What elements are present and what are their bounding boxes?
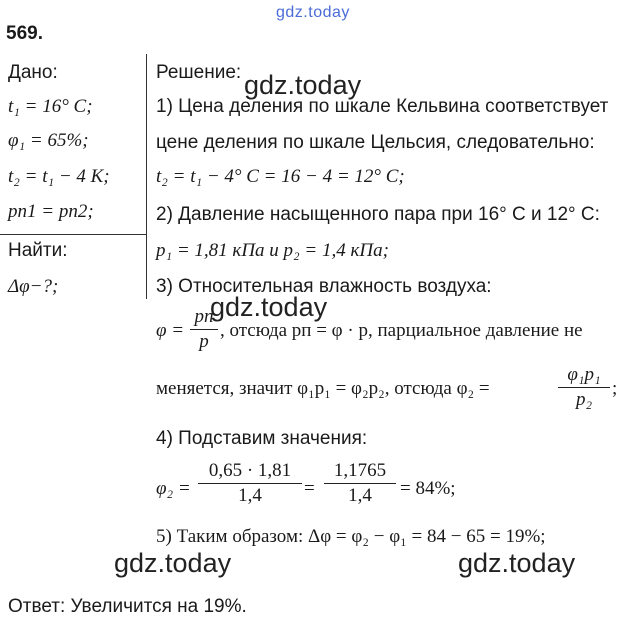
find-label: Найти:: [8, 240, 68, 261]
step-3-phi2-fraction: [558, 364, 610, 411]
step-3-rest: , отсюда pп = φ · p, парциальное давление не: [220, 320, 583, 341]
find-value: Δφ−?;: [8, 276, 59, 297]
step-4-phi: φ₂ =: [156, 478, 191, 499]
step-1-line-b: цене деления по шкале Цельсия, следовательно:: [156, 132, 595, 153]
step-2-text: 2) Давление насыщенного пара при 16° C и 12° C:: [156, 204, 600, 225]
step-4-fraction-1: [198, 460, 302, 507]
step-3-line-2: меняется, значит φ₁p₁ = φ₂p₂, отсюда φ₂ =: [156, 378, 490, 399]
header-watermark: gdz.today: [276, 4, 350, 21]
problem-number: 569.: [6, 23, 43, 44]
step-4-fraction-2-denominator: 1,4: [348, 485, 372, 506]
solution-label: Решение:: [156, 62, 242, 83]
step-3-end: ;: [612, 378, 618, 399]
given-label: Дано:: [8, 62, 58, 83]
step-3-fraction: [190, 306, 218, 353]
step-5-text: 5) Таким образом: Δφ = φ₂ − φ₁ = 84 − 65 = 19%;: [156, 526, 546, 547]
step-4-text: 4) Подставим значения:: [156, 428, 368, 449]
step-1-formula: t₂ = t₁ − 4° C = 16 − 4 = 12° C;: [156, 166, 405, 187]
vertical-divider: [146, 54, 147, 299]
given-line-2: φ₁ = 65%;: [8, 130, 89, 151]
step-3-phi2-numerator: φ₁p₁: [567, 364, 601, 385]
step-4-fraction-1-numerator: 0,65 · 1,81: [208, 460, 292, 481]
step-3-phi2-denominator: p₂: [575, 389, 593, 410]
step-4-fraction-1-denominator: 1,4: [238, 485, 262, 506]
step-4-fraction-2: [324, 460, 396, 507]
given-find-divider: [0, 234, 146, 235]
step-4-equals: =: [304, 478, 315, 499]
step-4-result: = 84%;: [400, 478, 456, 499]
step-4-fraction-2-numerator: 1,1765: [333, 460, 387, 481]
answer-text: Ответ: Увеличится на 19%.: [8, 596, 247, 617]
given-line-1: t₁ = 16° C;: [8, 96, 93, 117]
watermark-2: gdz.today: [210, 292, 328, 322]
step-3-text: 3) Относительная влажность воздуха:: [156, 276, 492, 297]
step-3-phi: φ =: [156, 320, 185, 341]
watermark-1: gdz.today: [244, 70, 362, 100]
given-line-3: t₂ = t₁ − 4 К;: [8, 166, 110, 187]
given-line-4: pп1 = pп2;: [8, 201, 94, 222]
watermark-3: gdz.today: [114, 548, 232, 578]
watermark-4: gdz.today: [458, 548, 576, 578]
step-2-formula: p₁ = 1,81 кПа и p₂ = 1,4 кПа;: [156, 240, 389, 261]
step-3-fraction-denominator: p: [199, 331, 209, 352]
step-3-fraction-numerator: pп: [194, 306, 214, 327]
step-1-line-a: 1) Цена деления по шкале Кельвина соответствует: [156, 96, 609, 117]
